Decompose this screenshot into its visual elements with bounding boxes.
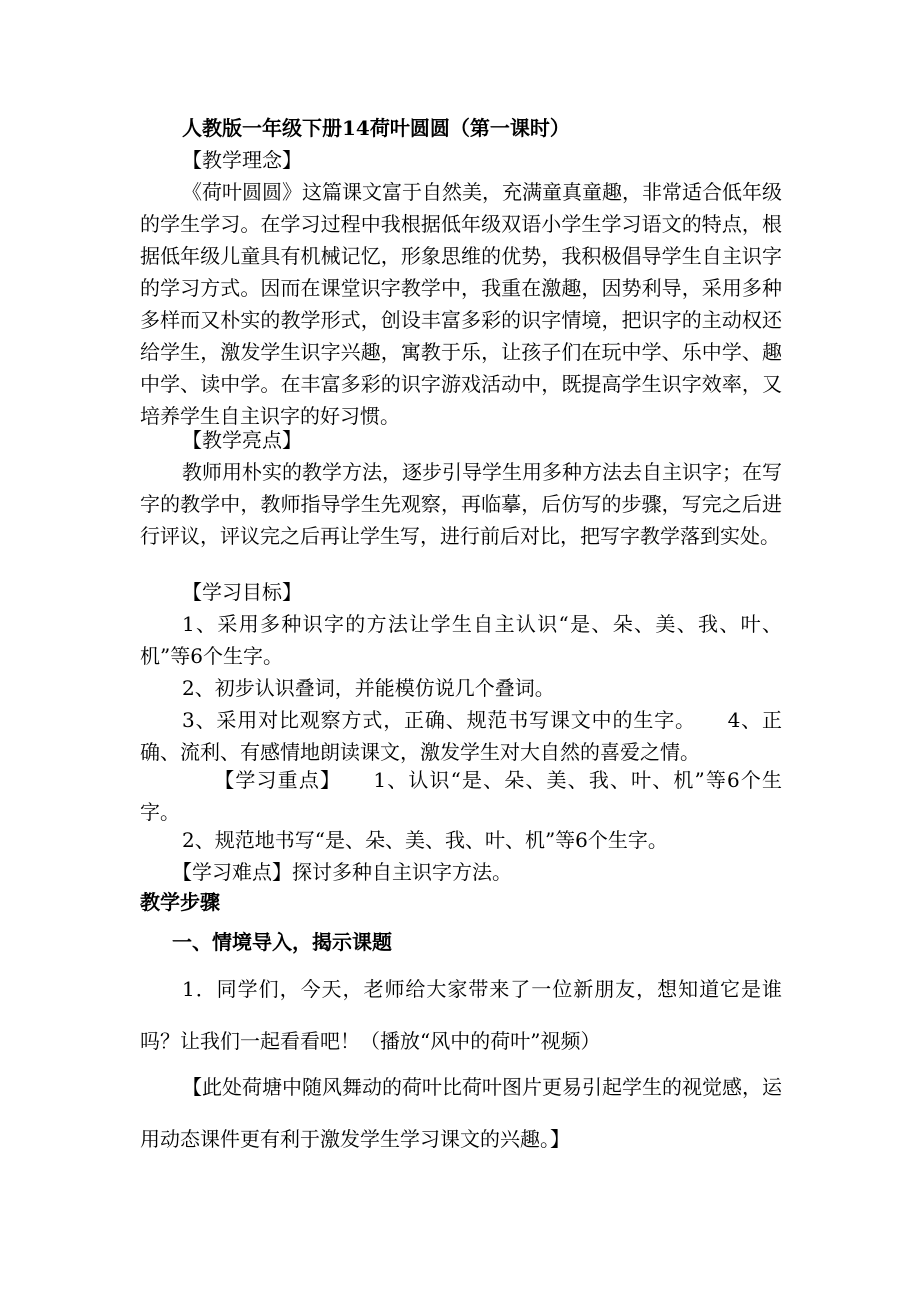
goal-item-2: 2、初步认识叠词，并能模仿说几个叠词。	[182, 676, 555, 700]
philosophy-paragraph: 《荷叶圆圆》这篇课文富于自然美，充满童真童趣，非常适合低年级的学生学习。在学习过程中我根据低年级双语小学生学习语文的特点，根据低年级儿童具有机械记忆，形象思维的优势，我积极倡导学生自主识字的学习方式。因而在课堂识字教学中，我重在激趣，因势利导，采用多种多样而又朴实的教学形式，创设丰富多彩的识字情境，把识字的主动权还给学生，激发学生识字兴趣，寓教于乐，让孩子们在玩中学、乐中学、趣中学、读中学。在丰富多彩的识字游戏活动中，既提高学生识字效率，又培养学生自主识字的好习惯。	[140, 180, 782, 428]
goal-item-3-4: 3、采用对比观察方式，正确、规范书写课文中的生字。 4、正确、流利、有感情地朗读课文，激发学生对大自然的喜爱之情。	[140, 708, 782, 764]
document-title: 人教版一年级下册14荷叶圆圆（第一课时）	[182, 116, 570, 140]
highlights-heading: 【教学亮点】	[182, 428, 302, 452]
step1-note: 【此处荷塘中随风舞动的荷叶比荷叶图片更易引起学生的视觉感，运用动态课件更有利于激发学生学习课文的兴趣。】	[140, 1075, 782, 1151]
keypoint-item-2: 2、规范地书写“是、朵、美、我、叶、机”等6个生字。	[182, 828, 668, 852]
difficulty-line: 【学习难点】探讨多种自主识字方法。	[172, 860, 512, 884]
steps-heading: 教学步骤	[140, 890, 220, 914]
highlights-paragraph: 教师用朴实的教学方法，逐步引导学生用多种方法去自主识字；在写字的教学中，教师指导学生先观察，再临摹，后仿写的步骤，写完之后进行评议，评议完之后再让学生写，进行前后对比，把写字教学落到实处。	[140, 460, 782, 548]
goals-heading: 【学习目标】	[182, 580, 302, 604]
goal-item-1: 1、采用多种识字的方法让学生自主认识“是、朵、美、我、叶、机”等6个生字。	[140, 612, 782, 668]
step1-heading: 一、情境导入，揭示课题	[172, 930, 392, 954]
philosophy-heading: 【教学理念】	[182, 148, 302, 172]
step1-paragraph: 1．同学们，今天，老师给大家带来了一位新朋友，想知道它是谁吗？让我们一起看看吧！（播放“风中的荷叶”视频）	[140, 977, 782, 1053]
keypoints-line: 【学习重点】 1、认识“是、朵、美、我、叶、机”等6个生字。	[140, 768, 782, 824]
